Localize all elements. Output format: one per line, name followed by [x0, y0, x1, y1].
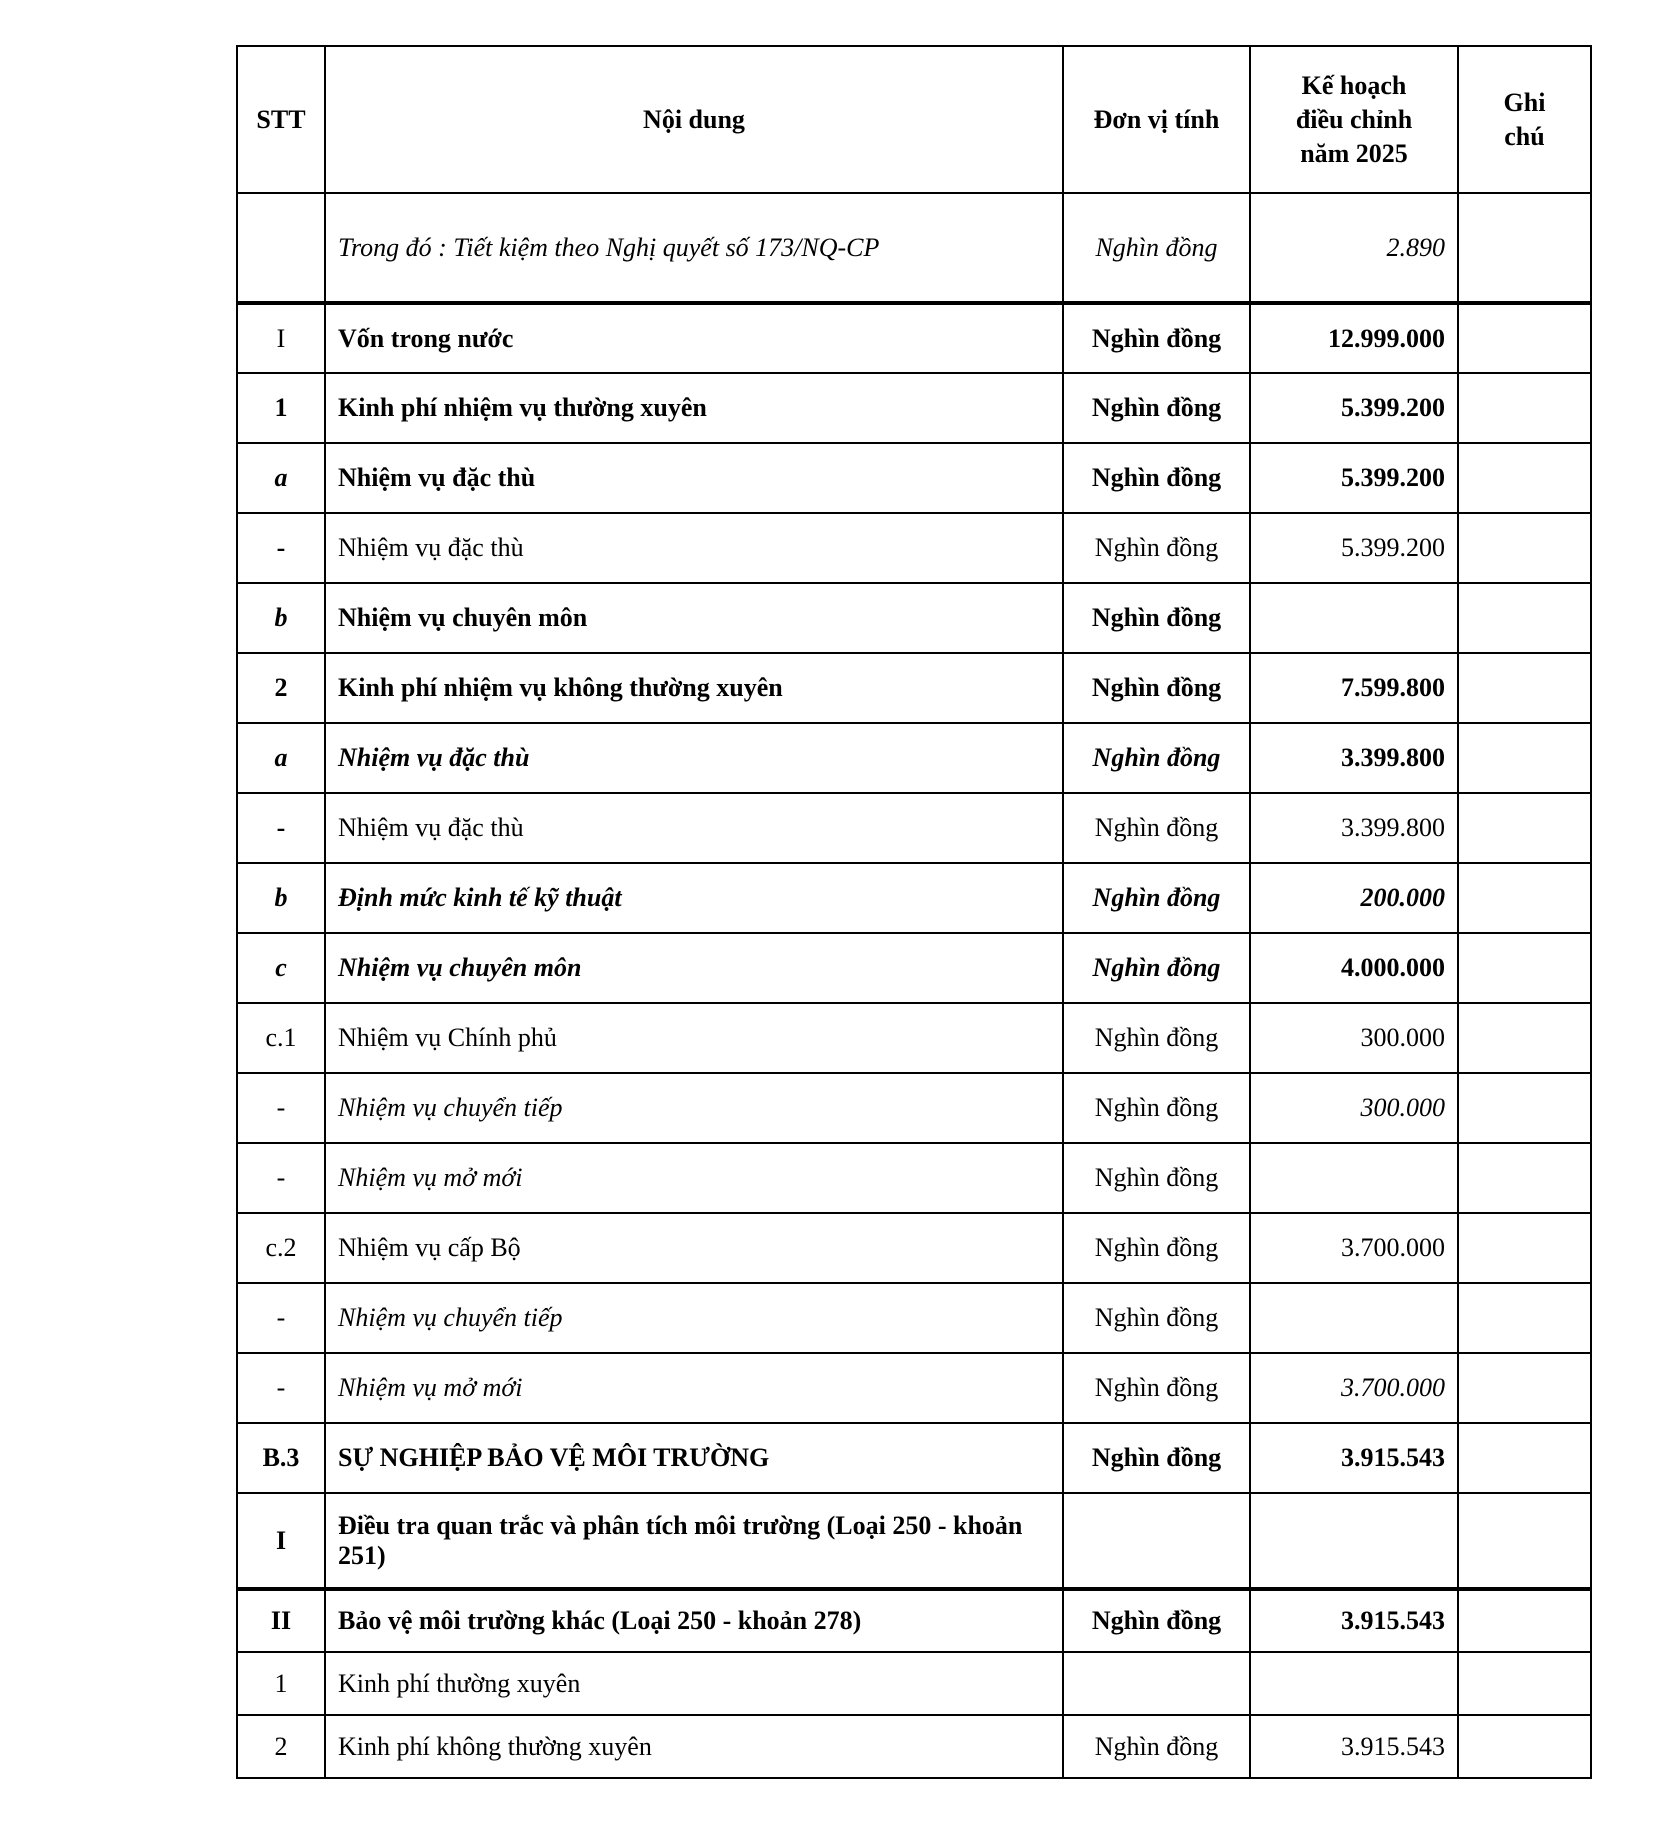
table-row	[237, 933, 1591, 1003]
cell-don-vi: Nghìn đồng	[1063, 1213, 1250, 1283]
cell-ghi-chu	[1458, 1003, 1591, 1073]
cell-stt: a	[237, 723, 325, 793]
cell-stt: -	[237, 1353, 325, 1423]
table-row	[237, 1283, 1591, 1353]
cell-ghi-chu	[1458, 1353, 1591, 1423]
cell-noi-dung: SỰ NGHIỆP BẢO VỆ MÔI TRƯỜNG	[325, 1423, 1063, 1493]
cell-don-vi	[1063, 1493, 1250, 1589]
cell-don-vi: Nghìn đồng	[1063, 1353, 1250, 1423]
cell-don-vi: Nghìn đồng	[1063, 1143, 1250, 1213]
table-row	[237, 513, 1591, 583]
cell-ghi-chu	[1458, 1652, 1591, 1715]
cell-stt: -	[237, 1283, 325, 1353]
cell-ghi-chu	[1458, 1589, 1591, 1652]
cell-stt	[237, 193, 325, 303]
cell-ke-hoach: 3.915.543	[1250, 1589, 1458, 1652]
cell-don-vi: Nghìn đồng	[1063, 863, 1250, 933]
cell-stt: 2	[237, 653, 325, 723]
cell-ghi-chu	[1458, 443, 1591, 513]
cell-ghi-chu	[1458, 653, 1591, 723]
cell-stt: -	[237, 1073, 325, 1143]
cell-stt: II	[237, 1589, 325, 1652]
cell-noi-dung: Nhiệm vụ đặc thù	[325, 793, 1063, 863]
table-row	[237, 1715, 1591, 1778]
header-don-vi-tinh: Đơn vị tính	[1063, 46, 1250, 193]
table-row	[237, 723, 1591, 793]
cell-ghi-chu	[1458, 933, 1591, 1003]
cell-ke-hoach: 300.000	[1250, 1003, 1458, 1073]
cell-don-vi: Nghìn đồng	[1063, 1715, 1250, 1778]
cell-ke-hoach: 3.915.543	[1250, 1423, 1458, 1493]
cell-ke-hoach: 5.399.200	[1250, 443, 1458, 513]
table-row	[237, 1589, 1591, 1652]
cell-noi-dung: Nhiệm vụ chuyển tiếp	[325, 1283, 1063, 1353]
cell-don-vi: Nghìn đồng	[1063, 1589, 1250, 1652]
cell-ghi-chu	[1458, 373, 1591, 443]
table-row	[237, 1213, 1591, 1283]
header-noi-dung: Nội dung	[325, 46, 1063, 193]
cell-stt: 1	[237, 1652, 325, 1715]
cell-ke-hoach: 5.399.200	[1250, 373, 1458, 443]
cell-ke-hoach	[1250, 1493, 1458, 1589]
cell-ke-hoach	[1250, 1283, 1458, 1353]
cell-don-vi: Nghìn đồng	[1063, 653, 1250, 723]
cell-stt: c	[237, 933, 325, 1003]
cell-don-vi: Nghìn đồng	[1063, 373, 1250, 443]
cell-noi-dung: Nhiệm vụ chuyên môn	[325, 933, 1063, 1003]
cell-noi-dung: Bảo vệ môi trường khác (Loại 250 - khoản 278)	[325, 1589, 1063, 1652]
table-row	[237, 1143, 1591, 1213]
table-row	[237, 193, 1591, 303]
cell-ghi-chu	[1458, 1073, 1591, 1143]
cell-ghi-chu	[1458, 863, 1591, 933]
cell-noi-dung: Kinh phí nhiệm vụ không thường xuyên	[325, 653, 1063, 723]
cell-ke-hoach: 2.890	[1250, 193, 1458, 303]
table-row	[237, 373, 1591, 443]
cell-stt: b	[237, 863, 325, 933]
cell-ke-hoach	[1250, 583, 1458, 653]
header-stt: STT	[237, 46, 325, 193]
cell-don-vi: Nghìn đồng	[1063, 583, 1250, 653]
cell-noi-dung: Kinh phí không thường xuyên	[325, 1715, 1063, 1778]
cell-ghi-chu	[1458, 193, 1591, 303]
cell-ghi-chu	[1458, 1143, 1591, 1213]
cell-don-vi	[1063, 1652, 1250, 1715]
header-ghi-chu: Ghi chú	[1458, 46, 1591, 193]
cell-ke-hoach: 3.399.800	[1250, 723, 1458, 793]
cell-noi-dung: Định mức kinh tế kỹ thuật	[325, 863, 1063, 933]
cell-ke-hoach	[1250, 1143, 1458, 1213]
table-row	[237, 1003, 1591, 1073]
table-row	[237, 1073, 1591, 1143]
cell-noi-dung: Trong đó : Tiết kiệm theo Nghị quyết số 173/NQ-CP	[325, 193, 1063, 303]
cell-ke-hoach: 3.700.000	[1250, 1353, 1458, 1423]
cell-noi-dung: Nhiệm vụ Chính phủ	[325, 1003, 1063, 1073]
cell-don-vi: Nghìn đồng	[1063, 933, 1250, 1003]
cell-noi-dung: Nhiệm vụ chuyển tiếp	[325, 1073, 1063, 1143]
cell-stt: -	[237, 513, 325, 583]
cell-noi-dung: Nhiệm vụ chuyên môn	[325, 583, 1063, 653]
cell-noi-dung: Nhiệm vụ đặc thù	[325, 513, 1063, 583]
cell-noi-dung: Kinh phí nhiệm vụ thường xuyên	[325, 373, 1063, 443]
cell-stt: b	[237, 583, 325, 653]
cell-stt: 2	[237, 1715, 325, 1778]
cell-don-vi: Nghìn đồng	[1063, 1423, 1250, 1493]
cell-ke-hoach: 3.915.543	[1250, 1715, 1458, 1778]
cell-noi-dung: Nhiệm vụ cấp Bộ	[325, 1213, 1063, 1283]
cell-ke-hoach: 200.000	[1250, 863, 1458, 933]
cell-stt: c.1	[237, 1003, 325, 1073]
table-row	[237, 583, 1591, 653]
header-row	[237, 46, 1591, 193]
cell-noi-dung: Nhiệm vụ mở mới	[325, 1143, 1063, 1213]
cell-noi-dung: Điều tra quan trắc và phân tích môi trường (Loại 250 - khoản 251)	[325, 1493, 1063, 1589]
cell-don-vi: Nghìn đồng	[1063, 793, 1250, 863]
cell-noi-dung: Vốn trong nước	[325, 303, 1063, 373]
header-ke-hoach: Kế hoạch điều chỉnh năm 2025	[1250, 46, 1458, 193]
table-row	[237, 653, 1591, 723]
table-row	[237, 443, 1591, 513]
table-row	[237, 1493, 1591, 1589]
table-row	[237, 1353, 1591, 1423]
cell-ghi-chu	[1458, 1423, 1591, 1493]
cell-ke-hoach: 12.999.000	[1250, 303, 1458, 373]
table-row	[237, 793, 1591, 863]
cell-ghi-chu	[1458, 723, 1591, 793]
cell-don-vi: Nghìn đồng	[1063, 723, 1250, 793]
cell-noi-dung: Nhiệm vụ đặc thù	[325, 443, 1063, 513]
cell-ke-hoach: 3.399.800	[1250, 793, 1458, 863]
cell-stt: a	[237, 443, 325, 513]
budget-table	[236, 45, 1592, 1779]
cell-don-vi: Nghìn đồng	[1063, 1073, 1250, 1143]
cell-ghi-chu	[1458, 1493, 1591, 1589]
cell-ke-hoach	[1250, 1652, 1458, 1715]
cell-noi-dung: Kinh phí thường xuyên	[325, 1652, 1063, 1715]
cell-ghi-chu	[1458, 793, 1591, 863]
cell-stt: -	[237, 793, 325, 863]
table-row	[237, 1652, 1591, 1715]
cell-stt: B.3	[237, 1423, 325, 1493]
cell-ke-hoach: 4.000.000	[1250, 933, 1458, 1003]
cell-noi-dung: Nhiệm vụ đặc thù	[325, 723, 1063, 793]
cell-don-vi: Nghìn đồng	[1063, 193, 1250, 303]
cell-ghi-chu	[1458, 303, 1591, 373]
cell-ghi-chu	[1458, 583, 1591, 653]
cell-stt: 1	[237, 373, 325, 443]
cell-noi-dung: Nhiệm vụ mở mới	[325, 1353, 1063, 1423]
cell-ghi-chu	[1458, 1213, 1591, 1283]
cell-stt: c.2	[237, 1213, 325, 1283]
cell-don-vi: Nghìn đồng	[1063, 513, 1250, 583]
table-row	[237, 863, 1591, 933]
cell-ke-hoach: 5.399.200	[1250, 513, 1458, 583]
cell-stt: I	[237, 1493, 325, 1589]
cell-ke-hoach: 300.000	[1250, 1073, 1458, 1143]
cell-stt: -	[237, 1143, 325, 1213]
cell-don-vi: Nghìn đồng	[1063, 1283, 1250, 1353]
cell-don-vi: Nghìn đồng	[1063, 303, 1250, 373]
table-row	[237, 1423, 1591, 1493]
table-row	[237, 303, 1591, 373]
cell-don-vi: Nghìn đồng	[1063, 443, 1250, 513]
cell-ghi-chu	[1458, 513, 1591, 583]
cell-ke-hoach: 3.700.000	[1250, 1213, 1458, 1283]
cell-don-vi: Nghìn đồng	[1063, 1003, 1250, 1073]
cell-ke-hoach: 7.599.800	[1250, 653, 1458, 723]
cell-ghi-chu	[1458, 1715, 1591, 1778]
cell-ghi-chu	[1458, 1283, 1591, 1353]
cell-stt: I	[237, 303, 325, 373]
